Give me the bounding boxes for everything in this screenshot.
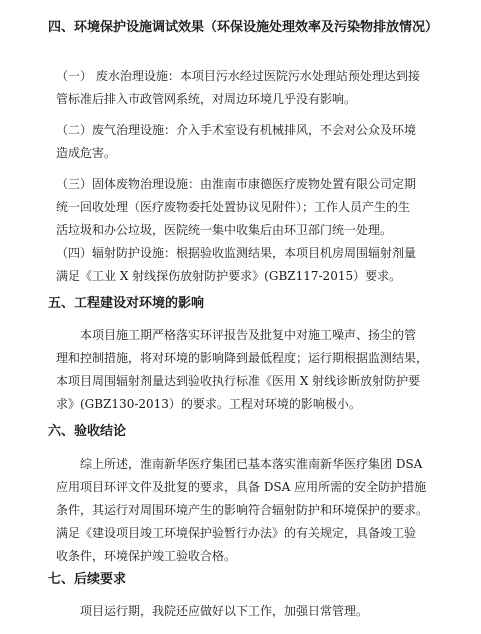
text-line: 本项目周围辐射剂量达到验收执行标准《医用 X 射线诊断放射防护要: [56, 374, 421, 388]
text-line: （四）辐射防护设施：根据验收监测结果，本项目机房周围辐射剂量: [56, 246, 417, 260]
text-line: 造成危害。: [56, 146, 117, 160]
text-line: 综上所述，淮南新华医疗集团已基本落实淮南新华医疗集团 DSA: [80, 457, 423, 471]
text-line: 理和控制措施，将对环境的影响降到最低程度；运行期根据监测结果，: [56, 351, 429, 365]
text-line: 满足《工业 X 射线探伤放射防护要求》(GBZ117-2015）要求。: [56, 269, 402, 283]
text-line: （二）废气治理设施：介入手术室设有机械排风，不会对公众及环境: [56, 123, 417, 137]
text-line: （一） 废水治理设施：本项目污水经过医院污水处理站预处理达到接: [56, 69, 420, 83]
text-line: 统一回收处理（医疗废物委托处置协议见附件）；工作人员产生的生: [56, 200, 411, 214]
text-line: 项目运行期，我院还应做好以下工作，加强日常管理。: [80, 604, 369, 618]
text-line: 本项目施工期严格落实环评报告及批复中对施工噪声、扬尘的管: [80, 328, 417, 342]
section-5-paragraph-1: [56, 324, 446, 416]
text-line: 求》(GBZ130-2013）的要求。工程对环境的影响极小。: [56, 397, 361, 411]
text-line: 满足《建设项目竣工环境保护验暂行办法》的有关规定，具备竣工验: [56, 526, 417, 540]
text-line: 收条件，环境保护竣工验收合格。: [56, 549, 237, 563]
text-line: 管标准后排入市政管网系统，对周边环境几乎没有影响。: [56, 92, 357, 106]
section-7-paragraph-1: [56, 600, 446, 623]
text-line: 条件，其运行对周围环境产生的影响符合辐射防护和环境保护的要求。: [56, 503, 429, 517]
section-5-heading: 五、工程建设对环境的影响: [48, 296, 205, 311]
text-line: （三）固体废物治理设施：由淮南市康德医疗废物处置有限公司定期: [56, 177, 417, 191]
text-line: 应用项目环评文件及批复的要求，具备 DSA 应用所需的安全防护措施: [56, 480, 427, 494]
section-6-paragraph-1: [56, 453, 446, 568]
section-4-paragraph-3: [56, 173, 446, 242]
section-4-paragraph-2: [56, 119, 446, 165]
text-line: 活垃圾和办公垃圾，医院统一集中收集后由环卫部门统一处理。: [56, 223, 393, 237]
section-4-paragraph-4: [56, 242, 446, 288]
section-4-paragraph-1: [56, 65, 446, 111]
section-7-heading: 七、后续要求: [48, 572, 127, 587]
section-4-heading: 四、环境保护设施调试效果（环保设施处理效率及污染物排放情况）: [48, 20, 439, 35]
section-6-heading: 六、验收结论: [48, 424, 127, 439]
